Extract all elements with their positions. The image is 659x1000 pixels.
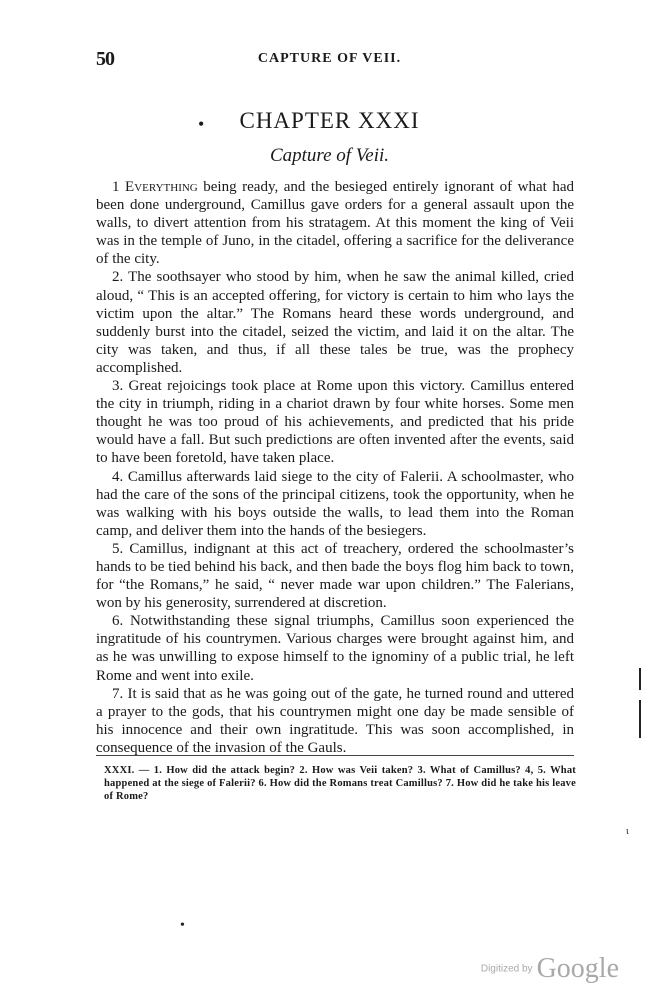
paragraph-number: 3. <box>112 378 124 395</box>
paragraph-text: The soothsayer who stood by him, when he saw the animal killed, cried aloud, “ This is an accepted offering, for victory is certain to him who lays the victim upon the altar.” The Romans heard these words underground, and suddenly burst into the citadel, seized the victim, and laid it on the altar. The city was taken, and thus, if all these tales be true, was the prophecy accomplished. <box>96 269 575 376</box>
scan-edge-mark <box>639 700 641 738</box>
paragraph-text: being ready, and the besieged entirely ignorant of what had been done underground, Camillus gave orders for a general assault upon the walls, to divert attention from his stratagem. At this moment the king of Veii was in the temple of Juno, in the citadel, offering a sacrifice for the deliverance of the city. <box>96 179 575 268</box>
paragraph-4 <box>96 468 574 540</box>
footnote-rule <box>96 755 574 756</box>
paragraph-text: Camillus, indignant at this act of treachery, ordered the schoolmaster’s hands to be tied behind his back, and then bade the boys flog him back to town, for “the Romans,” he said, “ never made war upon children.” The Falerians, won by his generosity, surrendered at discretion. <box>96 540 575 612</box>
watermark-prefix: Digitized by <box>480 963 533 975</box>
chapter-subtitle: Capture of Veii. <box>269 145 390 166</box>
paragraph-text: Camillus afterwards laid siege to the city of Falerii. A schoolmaster, who had the care of the sons of the principal citizens, took the opportunity, when he was walking with his boys outside the walls, to lead them into the Roman camp, and deliver them into the hands of the besiegers. <box>96 468 574 539</box>
paragraph-text: It is said that as he was going out of the gate, he turned round and uttered a prayer to the gods, that his countrymen might one day be made sensible of his innocence and their own ingratitude. This was soon accomplished, in consequence of the invasion of the Gauls. <box>96 685 575 756</box>
paragraph-3 <box>96 377 574 467</box>
paragraph-1 <box>96 178 574 268</box>
paragraph-text: Notwithstanding these signal triumphs, Camillus soon experienced the ingratitude of his countrymen. Various charges were brought against him, and as he was unwilling to expose himself to the ignominy of a public trial, he left Rome and went into exile. <box>96 613 574 684</box>
paragraph-2 <box>96 268 574 377</box>
paragraph-number: 2. <box>112 269 124 286</box>
paragraph-6 <box>96 612 574 684</box>
paragraph-number: 5. <box>112 540 124 557</box>
bullet-mark: • <box>198 114 205 134</box>
page-number: 50 <box>96 48 114 70</box>
running-head: CAPTURE OF VEII. <box>257 51 402 66</box>
paragraph-number: 4. <box>112 468 124 485</box>
scan-speck: • <box>180 918 185 933</box>
watermark-brand: Google <box>536 953 619 984</box>
paragraph-text: Great rejoicings took place at Rome upon this victory. Camillus entered the city in triumph, riding in a chariot drawn by four white horses. Some men thought he was too proud of his achievements, and predicted that his pride would have a fall. But such predictions are often invented after the events, said to have been foretold, have taken place. <box>96 378 574 467</box>
scan-speck: ɩ <box>626 826 629 837</box>
digitized-watermark <box>481 953 619 985</box>
paragraph-5 <box>96 540 574 612</box>
chapter-title: CHAPTER XXXI <box>239 108 420 133</box>
paragraph-number: 6. <box>112 613 124 630</box>
paragraph-7 <box>96 685 574 757</box>
scan-edge-mark <box>639 668 641 690</box>
paragraph-number: 7. <box>112 685 124 702</box>
paragraph-lead: Everything <box>125 179 198 195</box>
paragraph-number: 1 <box>112 179 120 195</box>
review-questions <box>104 764 576 804</box>
body-text <box>96 178 574 757</box>
review-questions-text: XXXI. — 1. How did the attack begin? 2. How was Veii taken? 3. What of Camillus? 4, 5. What happened at the siege of Falerii? 6. How did the Romans treat Camillus? 7. How did he take his leave of Rome? <box>104 765 576 803</box>
